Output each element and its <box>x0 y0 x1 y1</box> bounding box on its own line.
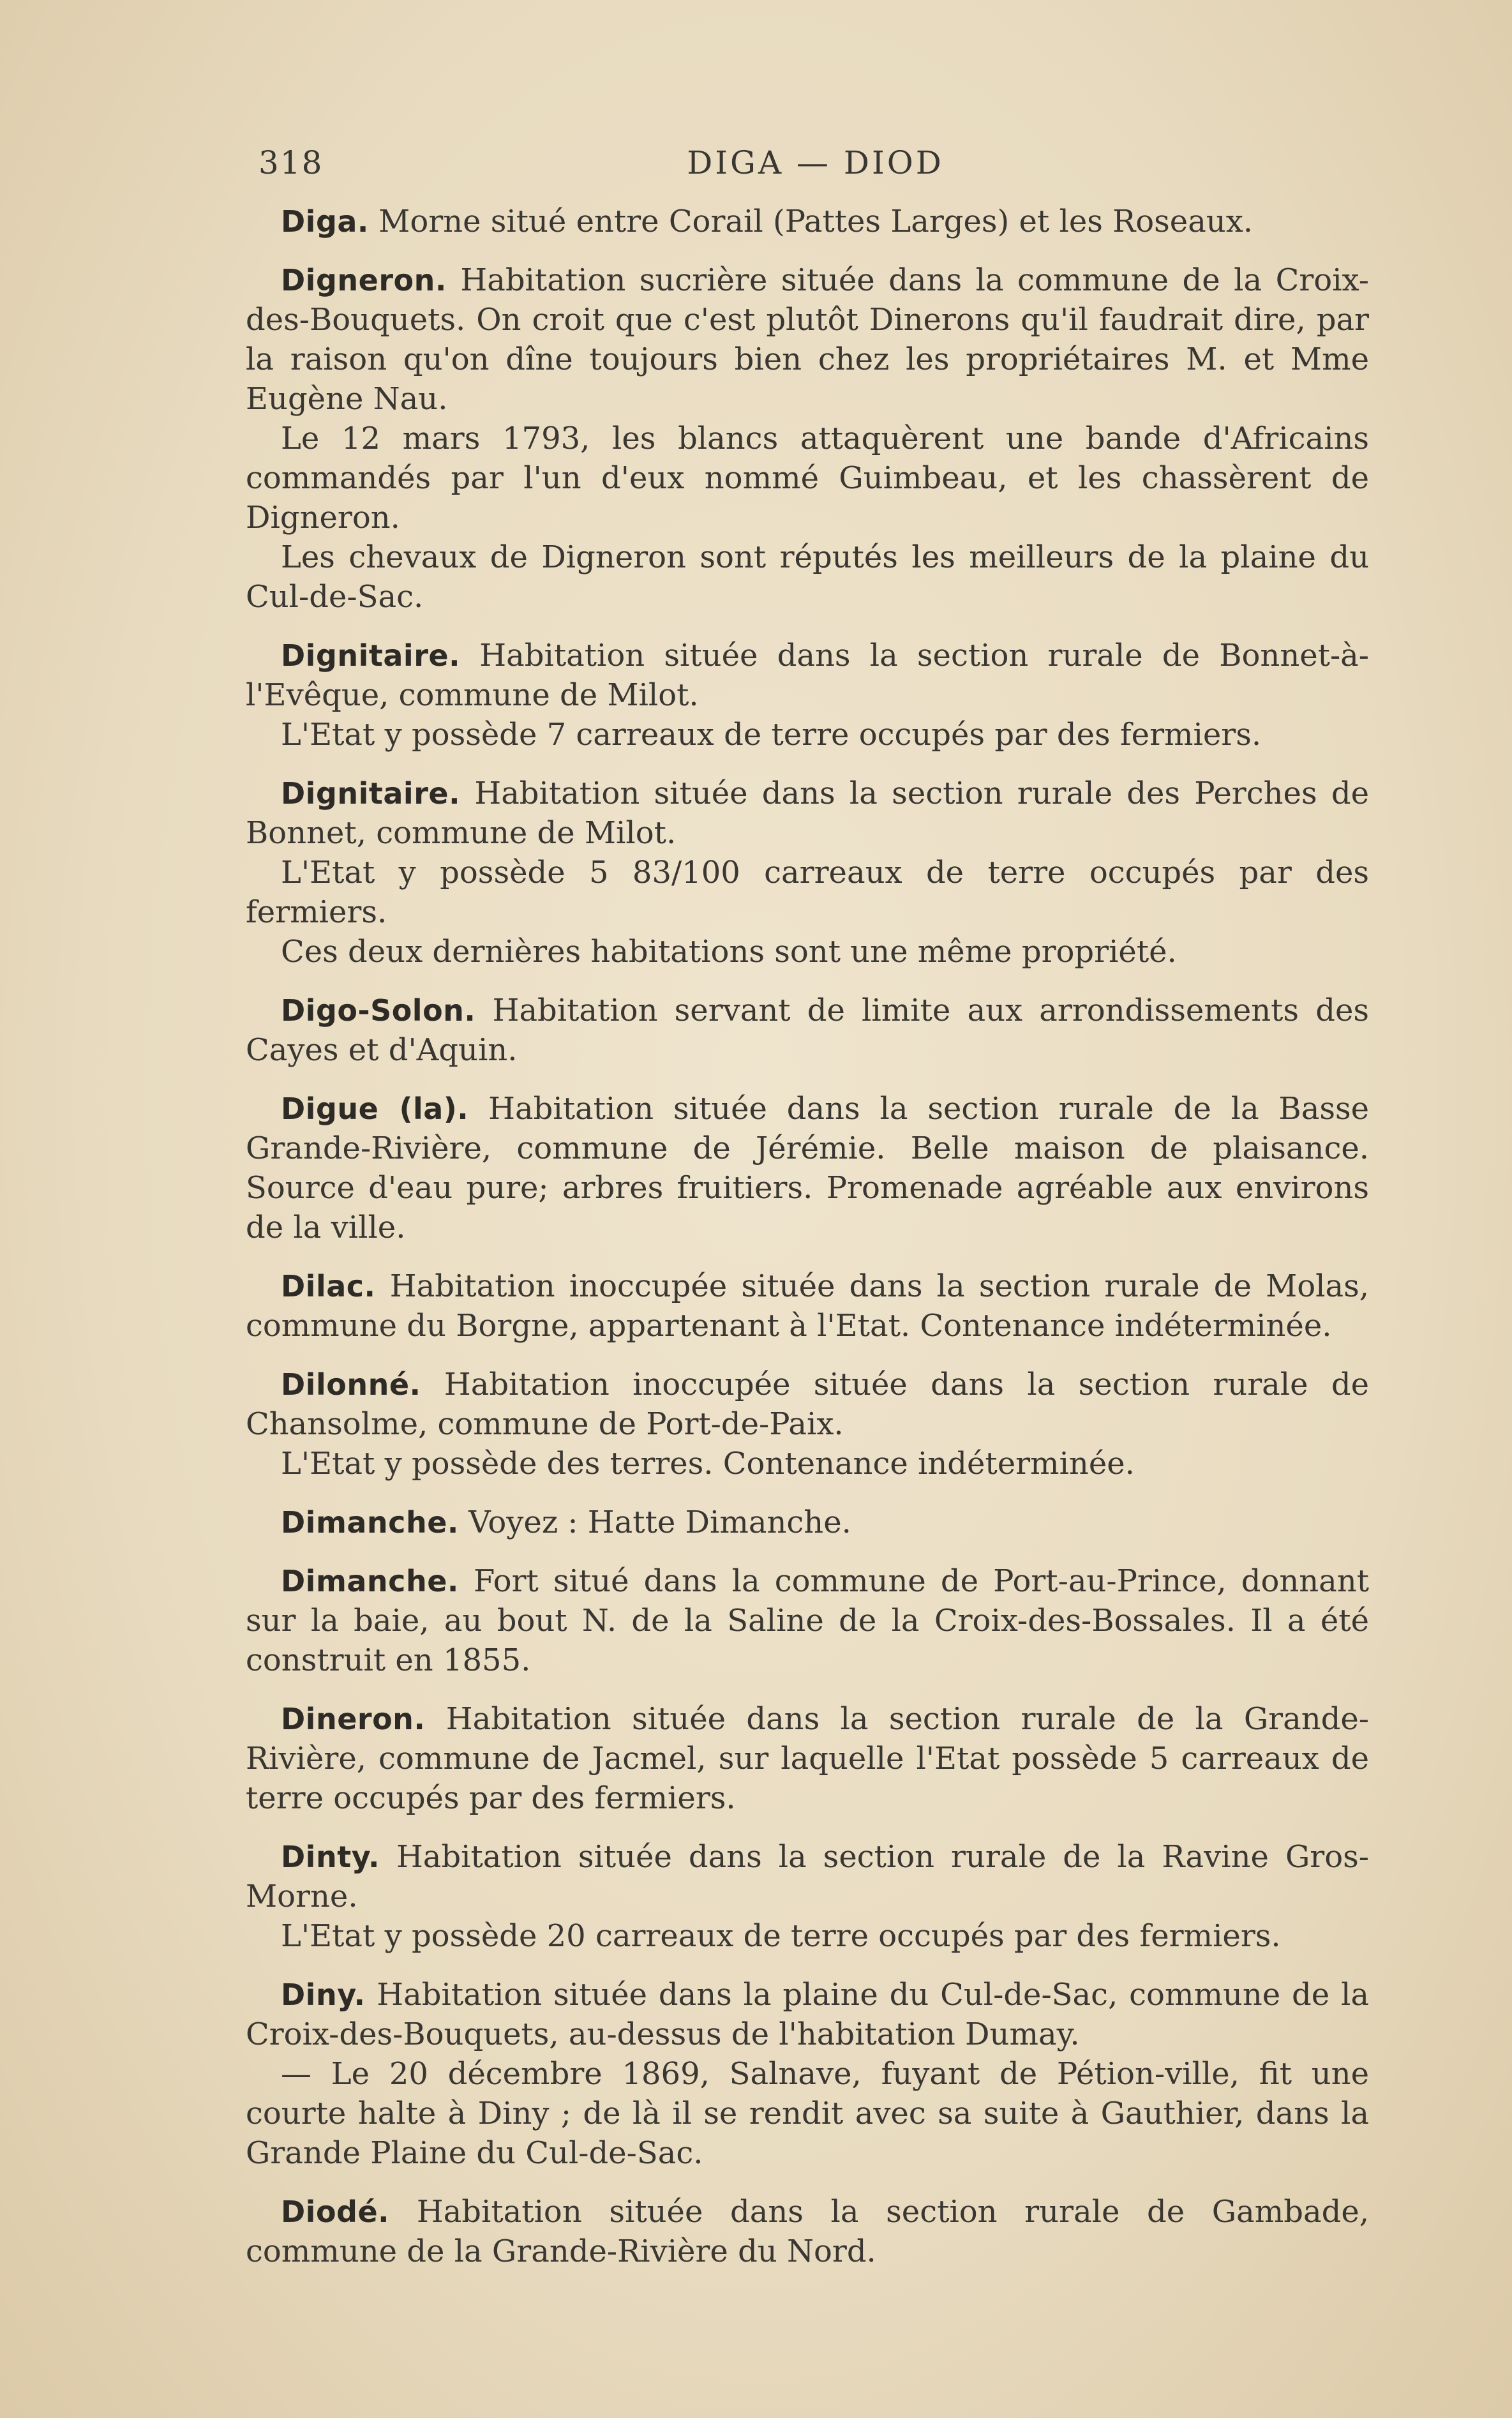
dictionary-entry <box>246 1975 1369 2173</box>
entry-definition <box>246 1503 1369 1542</box>
dictionary-entry <box>246 636 1369 755</box>
entry-text: Habitation servant de limite aux arrondissements des Cayes et d'Aquin. <box>246 993 1369 1068</box>
entry-text: Fort situé dans la commune de Port-au-Prince, donnant sur la baie, au bout N. de la Saline de la Croix-des-Bossales. Il a été construit en 1855. <box>246 1563 1370 1678</box>
entry-text: Voyez : Hatte Dimanche. <box>468 1505 851 1540</box>
entry-definition <box>246 1975 1369 2054</box>
entry-paragraph: L'Etat y possède 20 carreaux de terre occupés par des fermiers. <box>281 1918 1281 1954</box>
entry-paragraph: L'Etat y possède 5 83/100 carreaux de terre occupés par des fermiers. <box>246 855 1369 930</box>
entry-term: Digo-Solon. <box>281 993 476 1028</box>
entry-paragraph: L'Etat y possède 7 carreaux de terre occupés par des fermiers. <box>281 717 1262 753</box>
entry-term: Dineron. <box>281 1702 426 1736</box>
entry-paragraph: L'Etat y possède des terres. Contenance indéterminée. <box>281 1446 1135 1482</box>
entry-text: Habitation située dans la section rurale de la Basse Grande-Rivière, commune de Jérémie. Belle maison de plaisance. Source d'eau pure; arbres fruitiers. Promenade agréable aux environs de la ville. <box>246 1091 1369 1245</box>
dictionary-entry <box>246 202 1369 241</box>
entry-text: Habitation située dans la plaine du Cul-de-Sac, commune de la Croix-des-Bouquets, au-dessus de l'habitation Dumay. <box>246 1977 1369 2052</box>
entry-term: Dimanche. <box>281 1505 459 1540</box>
dictionary-entry <box>246 774 1369 972</box>
dictionary-entry <box>246 1089 1369 1247</box>
entry-term: Dilonné. <box>281 1367 421 1402</box>
entry-paragraph: Le 12 mars 1793, les blancs attaquèrent une bande d'Africains commandés par l'un d'eux nommé Guimbeau, et les chassèrent de Digneron. <box>246 421 1369 536</box>
entry-definition <box>246 1699 1369 1818</box>
entry-text: Habitation située dans la section rurale de la Ravine Gros-Morne. <box>246 1839 1369 1914</box>
entry-term: Diny. <box>281 1978 366 2012</box>
dictionary-entry <box>246 991 1369 1070</box>
entry-text: Habitation inoccupée située dans la section rurale de Molas, commune du Borgne, appartenant à l'Etat. Contenance indéterminée. <box>246 1268 1370 1344</box>
entry-paragraph: — Le 20 décembre 1869, Salnave, fuyant de Pétion-ville, fit une courte halte à Diny ; de là il se rendit avec sa suite à Gauthier, dans la Grande Plaine du Cul-de-Sac. <box>246 2056 1369 2171</box>
dictionary-text <box>246 202 1369 2290</box>
entry-text: Habitation inoccupée située dans la section rurale de Chansolme, commune de Port-de-Paix. <box>246 1367 1369 1442</box>
entry-definition <box>246 2192 1369 2271</box>
entry-definition <box>246 774 1369 853</box>
entry-text: Habitation située dans la section rurale des Perches de Bonnet, commune de Milot. <box>246 776 1369 851</box>
entry-text: Habitation située dans la section rurale de Bonnet-à-l'Evêque, commune de Milot. <box>246 638 1369 713</box>
entry-definition <box>246 1365 1369 1444</box>
entry-term: Diodé. <box>281 2195 390 2229</box>
entry-definition <box>246 1266 1369 1346</box>
entry-term: Dimanche. <box>281 1564 459 1598</box>
entry-text: Habitation sucrière située dans la commune de la Croix-des-Bouquets. On croit que c'est plutôt Dinerons qu'il faudrait dire, par la raison qu'on dîne toujours bien chez les propriétaires M. et Mme Eugène Nau. <box>246 262 1369 417</box>
entry-text: Habitation située dans la section rurale de Gambade, commune de la Grande-Rivière du Nord. <box>246 2194 1369 2269</box>
entry-paragraph: Les chevaux de Digneron sont réputés les meilleurs de la plaine du Cul-de-Sac. <box>246 539 1369 615</box>
entry-term: Dilac. <box>281 1269 376 1303</box>
page-header <box>258 144 1372 189</box>
entry-term: Dinty. <box>281 1840 380 1874</box>
entry-definition <box>246 991 1369 1070</box>
running-head: DIGA — DIOD <box>687 144 944 181</box>
dictionary-entry <box>246 1266 1369 1346</box>
entry-term: Dignitaire. <box>281 776 461 811</box>
dictionary-entry <box>246 1837 1369 1956</box>
entry-definition <box>246 1089 1369 1247</box>
entry-definition <box>246 260 1369 419</box>
dictionary-entry <box>246 1503 1369 1542</box>
dictionary-entry <box>246 260 1369 617</box>
entry-term: Dignitaire. <box>281 638 461 673</box>
page-number: 318 <box>258 144 324 181</box>
entry-term: Diga. <box>281 204 369 239</box>
entry-paragraph: Ces deux dernières habitations sont une même propriété. <box>281 934 1177 970</box>
entry-definition <box>246 202 1369 241</box>
dictionary-entry <box>246 2192 1369 2271</box>
dictionary-entry <box>246 1561 1369 1680</box>
entry-term: Digue (la). <box>281 1092 469 1126</box>
entry-term: Digneron. <box>281 263 447 297</box>
dictionary-entry <box>246 1365 1369 1483</box>
entry-definition <box>246 1561 1369 1680</box>
dictionary-entry <box>246 1699 1369 1818</box>
entry-text: Morne situé entre Corail (Pattes Larges) et les Roseaux. <box>378 204 1254 239</box>
entry-definition <box>246 1837 1369 1916</box>
entry-definition <box>246 636 1369 715</box>
entry-text: Habitation située dans la section rurale de la Grande-Rivière, commune de Jacmel, sur laquelle l'Etat possède 5 carreaux de terre occupés par des fermiers. <box>246 1701 1369 1816</box>
